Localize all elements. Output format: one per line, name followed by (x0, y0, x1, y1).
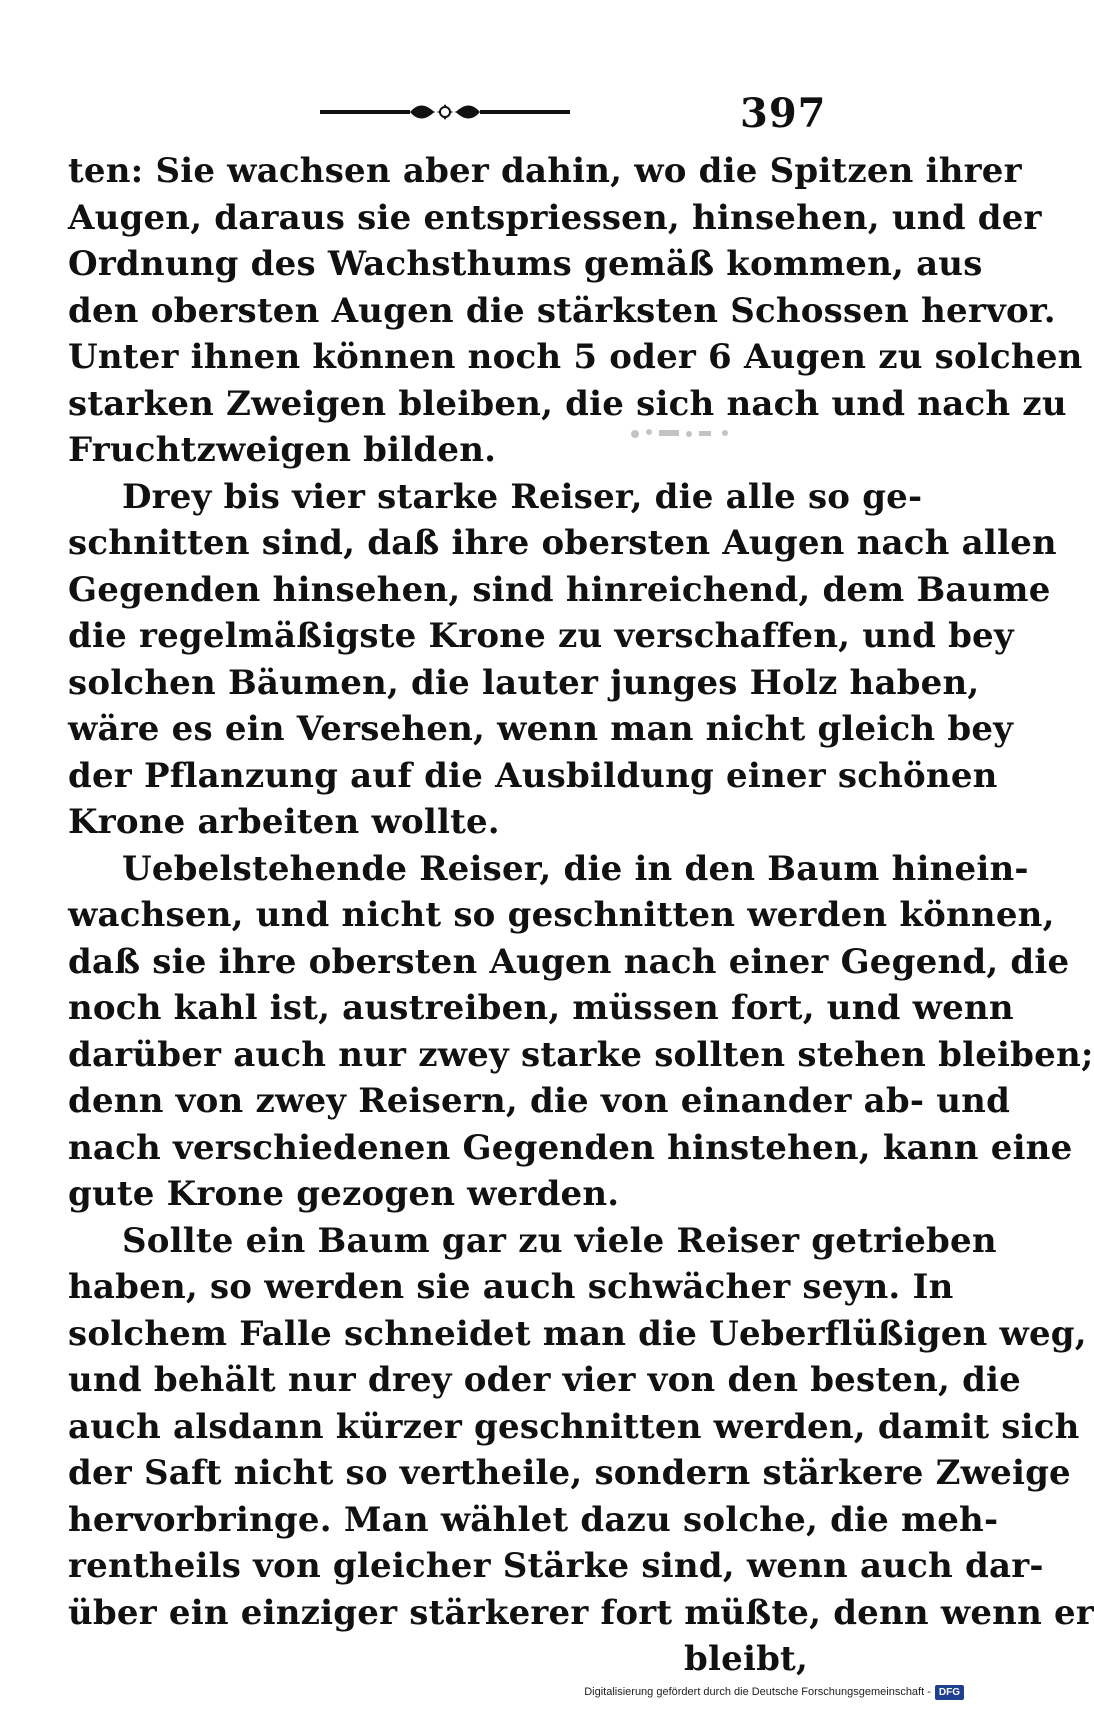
text-line: haben, so werden sie auch schwächer seyn. In (68, 1267, 954, 1307)
text-line: daß sie ihre obersten Augen nach einer Gegend, die (68, 941, 1070, 982)
text-line: denn von zwey Reisern, die von einander ab- und (68, 1081, 1011, 1121)
header-ornament (320, 90, 570, 130)
text-line: Ordnung des Wachsthums gemäß kommen, aus (68, 244, 983, 284)
text-line: die regelmäßigste Krone zu verschaffen, und bey (68, 616, 1014, 656)
text-line: Fruchtzweigen bilden. (68, 430, 497, 470)
text-line: gute Krone gezogen werden. (68, 1174, 620, 1214)
text-line: Gegenden hinsehen, sind hinreichend, dem Baume (68, 569, 1051, 610)
text-line: hervorbringe. Man wählet dazu solche, die meh- (68, 1499, 999, 1540)
text-line: starken Zweigen bleiben, die sich nach und nach zu (68, 383, 1067, 424)
page-header (320, 90, 827, 137)
text-line: noch kahl ist, austreiben, müssen fort, und wenn (68, 988, 1014, 1028)
text-line: der Saft nicht so vertheile, sondern stärkere Zweige (68, 1453, 1071, 1493)
text-line: nach verschiedenen Gegenden hinstehen, kann eine (68, 1127, 1073, 1168)
text-line: Augen, daraus sie entspriessen, hinsehen, und der (68, 197, 1042, 238)
text-line: über ein einziger stärkerer fort müßte, denn wenn er (68, 1592, 1094, 1633)
catchword: bleibt, (684, 1639, 808, 1679)
text-line: solchen Bäumen, die lauter junges Holz haben, (68, 662, 980, 703)
text-line: darüber auch nur zwey starke sollten stehen bleiben; (68, 1034, 1094, 1075)
text-line: schnitten sind, daß ihre obersten Augen nach allen (68, 523, 1057, 563)
text-line: wachsen, und nicht so geschnitten werden können, (68, 895, 1055, 935)
text-line: den obersten Augen die stärksten Schossen hervor. (68, 290, 1056, 331)
text-line: solchem Falle schneidet man die Ueberflüßigen weg, (68, 1313, 1087, 1354)
text-line: und behält nur drey oder vier von den besten, die (68, 1360, 1022, 1400)
text-line: Krone arbeiten wollte. (68, 802, 500, 842)
paragraph-start-line: Drey bis vier starke Reiser, die alle so ge- (122, 476, 923, 517)
paragraph-start-line: Sollte ein Baum gar zu viele Reiser getrieben (122, 1220, 997, 1261)
text-line: Unter ihnen können noch 5 oder 6 Augen zu solchen (68, 337, 1083, 377)
text-line: wäre es ein Versehen, wenn man nicht gleich bey (68, 709, 1014, 749)
text-line: rentheils von gleicher Stärke sind, wenn auch dar- (68, 1546, 1044, 1586)
text-line: ten: Sie wachsen aber dahin, wo die Spitzen ihrer (68, 151, 1022, 191)
paragraph-start-line: Uebelstehende Reiser, die in den Baum hinein- (122, 848, 1029, 889)
footer-text: Digitalisierung gefördert durch die Deutsche Forschungsgemeinschaft - (584, 1686, 931, 1698)
dfg-logo-icon: DFG (935, 1685, 964, 1700)
text-line: auch alsdann kürzer geschnitten werden, damit sich (68, 1406, 1080, 1447)
body-text (68, 148, 1094, 1683)
page-number: 397 (740, 90, 827, 137)
faded-stamp-mark (625, 420, 745, 448)
digitization-footer (584, 1683, 964, 1701)
text-line: der Pflanzung auf die Ausbildung einer schönen (68, 755, 998, 796)
